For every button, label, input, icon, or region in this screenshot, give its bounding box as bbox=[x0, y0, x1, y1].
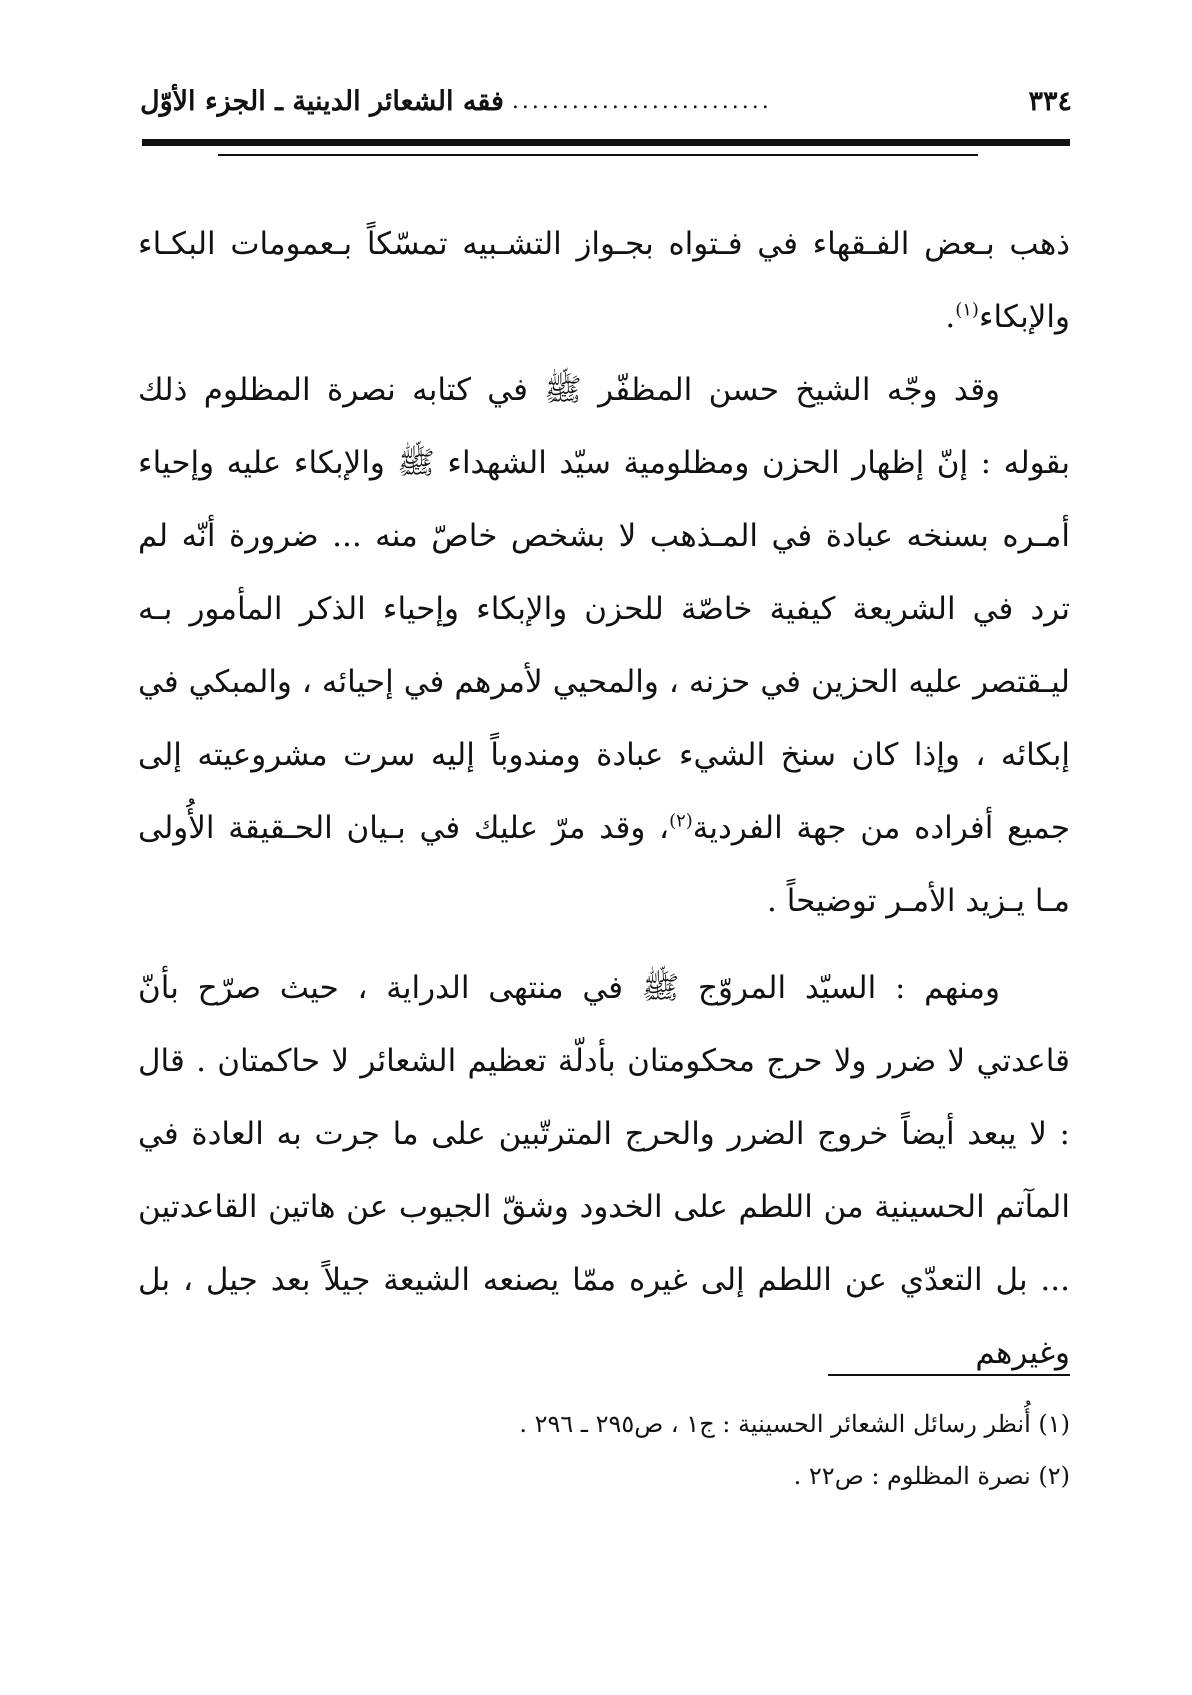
paragraph-2-tail: ، وقد مرّ عليك في بـيان الحـقيقة الأُولى مـا يـزيد الأمـر توضيحاً . bbox=[138, 810, 1070, 919]
footnote-separator bbox=[828, 1374, 1070, 1376]
footnote-2: (٢) نصرة المظلوم : ص٢٢ . bbox=[793, 1462, 1070, 1490]
footnote-ref-2[interactable]: (٢) bbox=[669, 810, 693, 832]
header-leader-dots: .......................... bbox=[511, 88, 772, 114]
paragraph-1-tail: . bbox=[945, 299, 956, 335]
page-number: ٣٣٤ bbox=[1028, 85, 1072, 117]
page-header bbox=[140, 78, 1072, 124]
paragraph-3-text: ومنهم : السيّد المروّج ﷺ في منتهى الدراية ، حيث صرّح بأنّ قاعدتي لا ضرر ولا حرج محكومتان بأدلّة تعظيم الشعائر لا حاكمتان . قال : لا يبعد أيضاً خروج الضرر والحرج المترتّبين على ما جرت به العادة في المآتم الحسينية من اللطم على الخدود وشقّ الجيوب عن هاتين القاعدتين ... بل التعدّي عن اللطم إلى غيره ممّا يصنعه الشيعة جيلاً بعد جيل ، بل وغيرهم bbox=[138, 970, 1070, 1371]
footnote-ref-1[interactable]: (١) bbox=[955, 299, 979, 321]
header-rule-thin bbox=[218, 154, 978, 156]
paragraph-1 bbox=[138, 208, 1070, 354]
paragraph-1-text: ذهب بـعض الفـقهاء في فـتواه بجـواز التشـبيه تمسّكاً بـعمومات البكـاء والإبكاء bbox=[138, 226, 1070, 335]
paragraph-3 bbox=[138, 952, 1070, 1390]
paragraph-2 bbox=[138, 354, 1070, 938]
header-rule-thick bbox=[142, 139, 1070, 146]
paragraph-2-text: وقد وجّه الشيخ حسن المظفّر ﷺ في كتابه نصرة المظلوم ذلك بقوله : إنّ إظهار الحزن ومظلومية سيّد الشهداء ﷺ والإبكاء عليه وإحياء أمـره بسنخه عبادة في المـذهب لا بشخص خاصّ منه ... ضرورة أنّه لم ترد في الشريعة كيفية خاصّة للحزن والإبكاء وإحياء الذكر المأمور بـه ليـقتصر عليه الحزين في حزنه ، والمحيي لأمرهم في إحيائه ، والمبكي في إبكائه ، وإذا كان سنخ الشيء عبادة ومندوباً إليه سرت مشروعيته إلى جميع أفراده من جهة الفردية bbox=[138, 372, 1070, 846]
footnote-1: (١) أُنظر رسائل الشعائر الحسينية : ج١ ، ص٢٩٥ ـ ٢٩٦ . bbox=[519, 1410, 1070, 1438]
running-title: فقه الشعائر الدينية ـ الجزء الأوّل bbox=[140, 85, 504, 117]
body-text bbox=[138, 208, 1070, 1390]
footnotes bbox=[138, 1398, 1070, 1502]
